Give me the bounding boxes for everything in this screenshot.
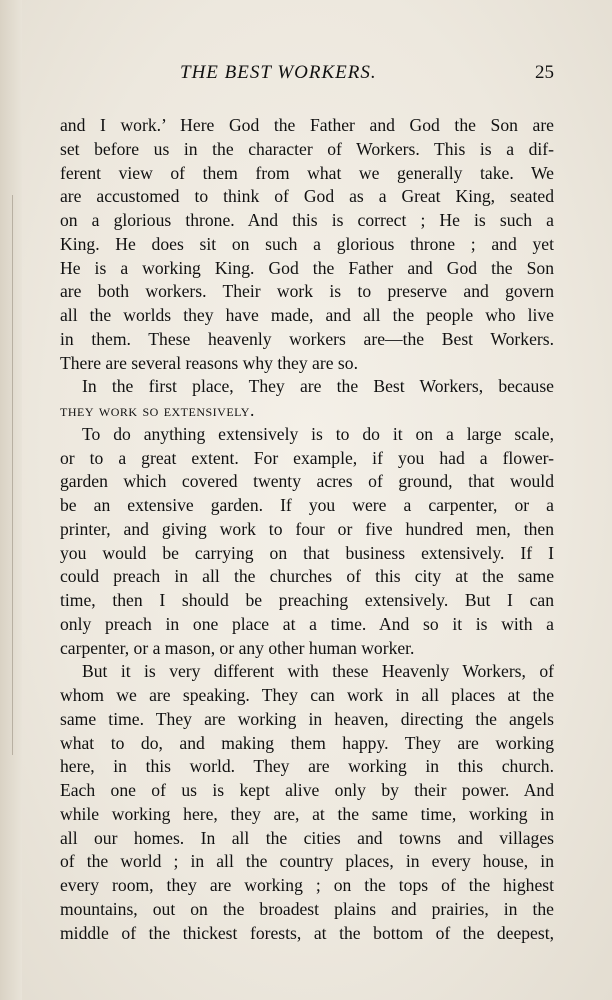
text-line: mountains, out on the broadest plains and prairies, in the bbox=[60, 898, 554, 919]
text-line: To do anything extensively is to do it on a large scale, bbox=[82, 423, 554, 444]
text-line: ferent view of them from what we generally take. We bbox=[60, 162, 554, 183]
text-line: in them. These heavenly workers are—the Best Workers. bbox=[60, 328, 554, 349]
text-line: time, then I should be preaching extensively. But I can bbox=[60, 590, 554, 610]
text-line: here, in this world. They are working in this church. bbox=[60, 756, 554, 777]
text-line: every room, they are working ; on the tops of the highest bbox=[60, 875, 554, 895]
running-title: THE BEST WORKERS. bbox=[180, 62, 377, 83]
text-line: they work so extensively. bbox=[60, 400, 255, 420]
text-line: what to do, and making them happy. They are working bbox=[60, 732, 554, 753]
text-line: whom we are speaking. They can work in all places at the bbox=[60, 685, 554, 705]
text-line: all our homes. In all the cities and towns and villages bbox=[60, 827, 554, 848]
text-line: He is a working King. God the Father and God the Son bbox=[60, 257, 554, 278]
text-line: set before us in the character of Workers. This is a dif- bbox=[60, 138, 554, 159]
page-gutter bbox=[0, 0, 22, 1000]
text-line: Each one of us is kept alive only by their power. And bbox=[60, 780, 554, 800]
binding-crease bbox=[12, 195, 13, 755]
text-line: carpenter, or a mason, or any other human worker. bbox=[60, 637, 415, 658]
text-line: could preach in all the churches of this city at the same bbox=[60, 566, 554, 587]
text-line: are accustomed to think of God as a Great King, seated bbox=[60, 186, 554, 207]
text-line: printer, and giving work to four or five hundred men, then bbox=[60, 518, 554, 539]
text-line: all the worlds they have made, and all the people who live bbox=[60, 305, 554, 325]
text-line: There are several reasons why they are so. bbox=[60, 352, 358, 373]
page-number: 25 bbox=[535, 62, 554, 83]
text-line: But it is very different with these Heavenly Workers, of bbox=[82, 661, 554, 682]
text-line: are both workers. Their work is to preserve and govern bbox=[60, 281, 554, 302]
text-line: or to a great extent. For example, if you had a flower- bbox=[60, 447, 554, 468]
text-line: while working here, they are, at the same time, working in bbox=[60, 803, 554, 824]
page-header bbox=[60, 62, 554, 92]
text-line: In the first place, They are the Best Workers, because bbox=[82, 376, 554, 397]
body-text bbox=[60, 114, 554, 945]
text-line: same time. They are working in heaven, directing the angels bbox=[60, 708, 554, 729]
text-line: be an extensive garden. If you were a carpenter, or a bbox=[60, 495, 554, 515]
text-line: middle of the thickest forests, at the bottom of the deepest, bbox=[60, 922, 554, 943]
text-line: you would be carrying on that business extensively. If I bbox=[60, 542, 554, 563]
text-line: and I work.’ Here God the Father and God the Son are bbox=[60, 115, 554, 135]
text-line: garden which covered twenty acres of ground, that would bbox=[60, 471, 554, 492]
text-line: of the world ; in all the country places, in every house, in bbox=[60, 851, 554, 872]
text-line: King. He does sit on such a glorious throne ; and yet bbox=[60, 233, 554, 254]
text-line: only preach in one place at a time. And so it is with a bbox=[60, 613, 554, 634]
text-line: on a glorious throne. And this is correct ; He is such a bbox=[60, 210, 554, 230]
